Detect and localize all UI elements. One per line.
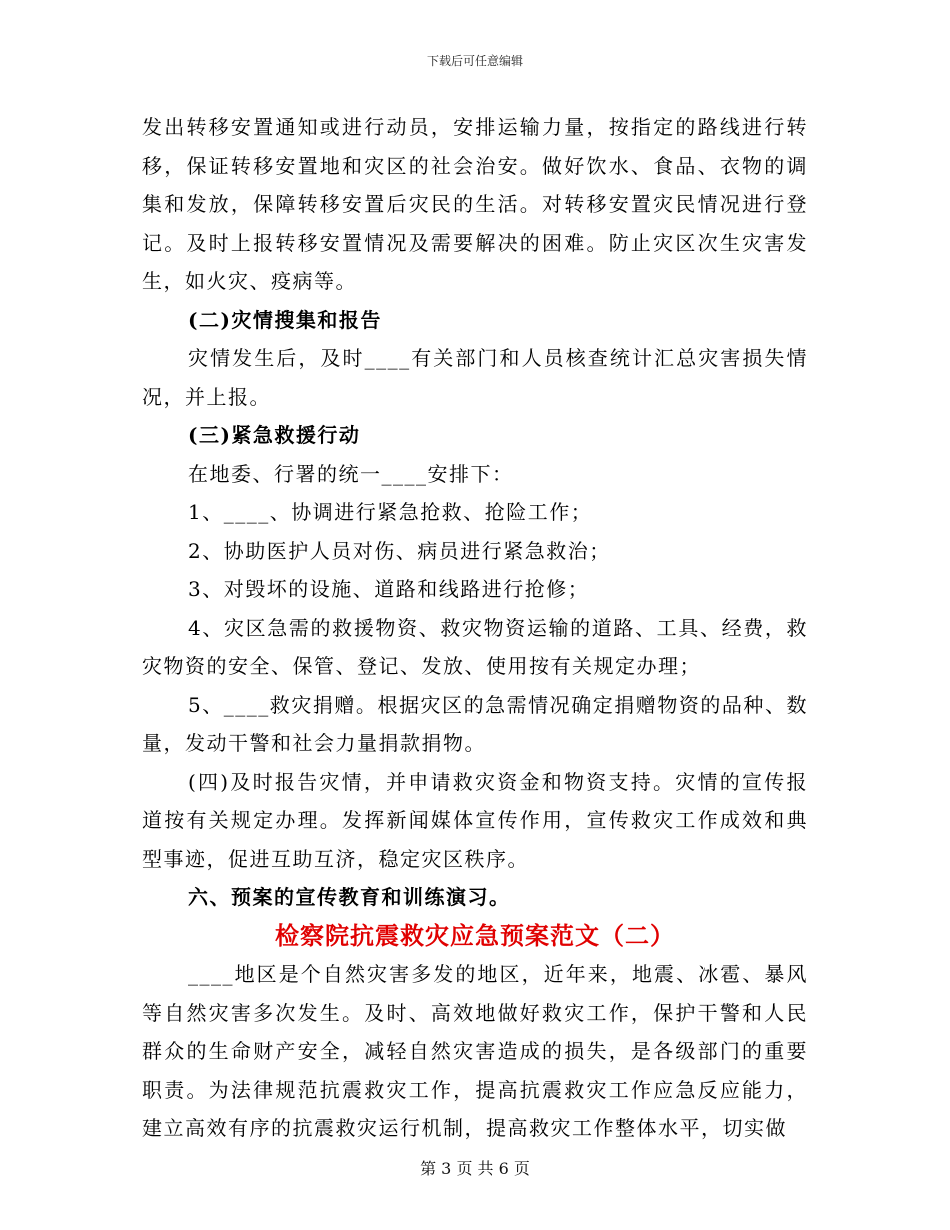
page-footer: 第 3 页 共 6 页 [420, 1159, 530, 1178]
list-item-5: 5、____救灾捐赠。根据灾区的急需情况确定捐赠物资的品种、数量，发动干警和社会力量捐款捐物。 [142, 692, 808, 755]
paragraph-disaster-report: 灾情发生后，及时____有关部门和人员核查统计汇总灾害损失情况，并上报。 [142, 346, 808, 409]
heading-section-six: 六、预案的宣传教育和训练演习。 [188, 885, 511, 909]
list-item-2: 2、协助医护人员对伤、病员进行紧急救治； [188, 538, 611, 563]
heading-disaster-report: (二)灾情搜集和报告 [188, 307, 382, 332]
paragraph-relocation: 发出转移安置通知或进行动员，安排运输力量，按指定的路线进行转移，保证转移安置地和灾区的社会治安。做好饮水、食品、衣物的调集和发放，保障转移安置后灾民的生活。对转移安置灾民情况进行登记。及时上报转移安置情况及需要解决的困难。防止灾区次生灾害发生，如火灾、疫病等。 [142, 115, 808, 293]
paragraph-intro: ____地区是个自然灾害多发的地区，近年来，地震、冰雹、暴风等自然灾害多次发生。及时、高效地做好救灾工作，保护干警和人民群众的生命财产安全，减轻自然灾害造成的损失，是各级部门的重要职责。为法律规范抗震救灾工作，提高抗震救灾工作应急反应能力，建立高效有序的抗震救灾运行机制，提高救灾工作整体水平，切实做 [142, 962, 808, 1140]
page-header: 下载后可任意编辑 [426, 54, 523, 68]
document-title: 检察院抗震救灾应急预案范文（二） [275, 920, 675, 950]
paragraph-report-disaster: (四)及时报告灾情，并申请救灾资金和物资支持。灾情的宣传报道按有关规定办理。发挥新闻媒体宣传作用，宣传救灾工作成效和典型事迹，促进互助互济，稳定灾区秩序。 [142, 769, 808, 871]
list-item-3: 3、对毁坏的设施、道路和线路进行抢修； [188, 577, 590, 601]
list-item-4: 4、灾区急需的救援物资、救灾物资运输的道路、工具、经费，救灾物资的安全、保管、登记、发放、使用按有关规定办理； [142, 615, 808, 678]
heading-emergency-rescue: (三)紧急救援行动 [188, 423, 361, 447]
document-body [142, 108, 808, 1148]
list-item-1: 1、____、协调进行紧急抢救、抢险工作； [188, 500, 593, 524]
paragraph-unified-arrangement: 在地委、行署的统一____安排下： [188, 461, 514, 486]
